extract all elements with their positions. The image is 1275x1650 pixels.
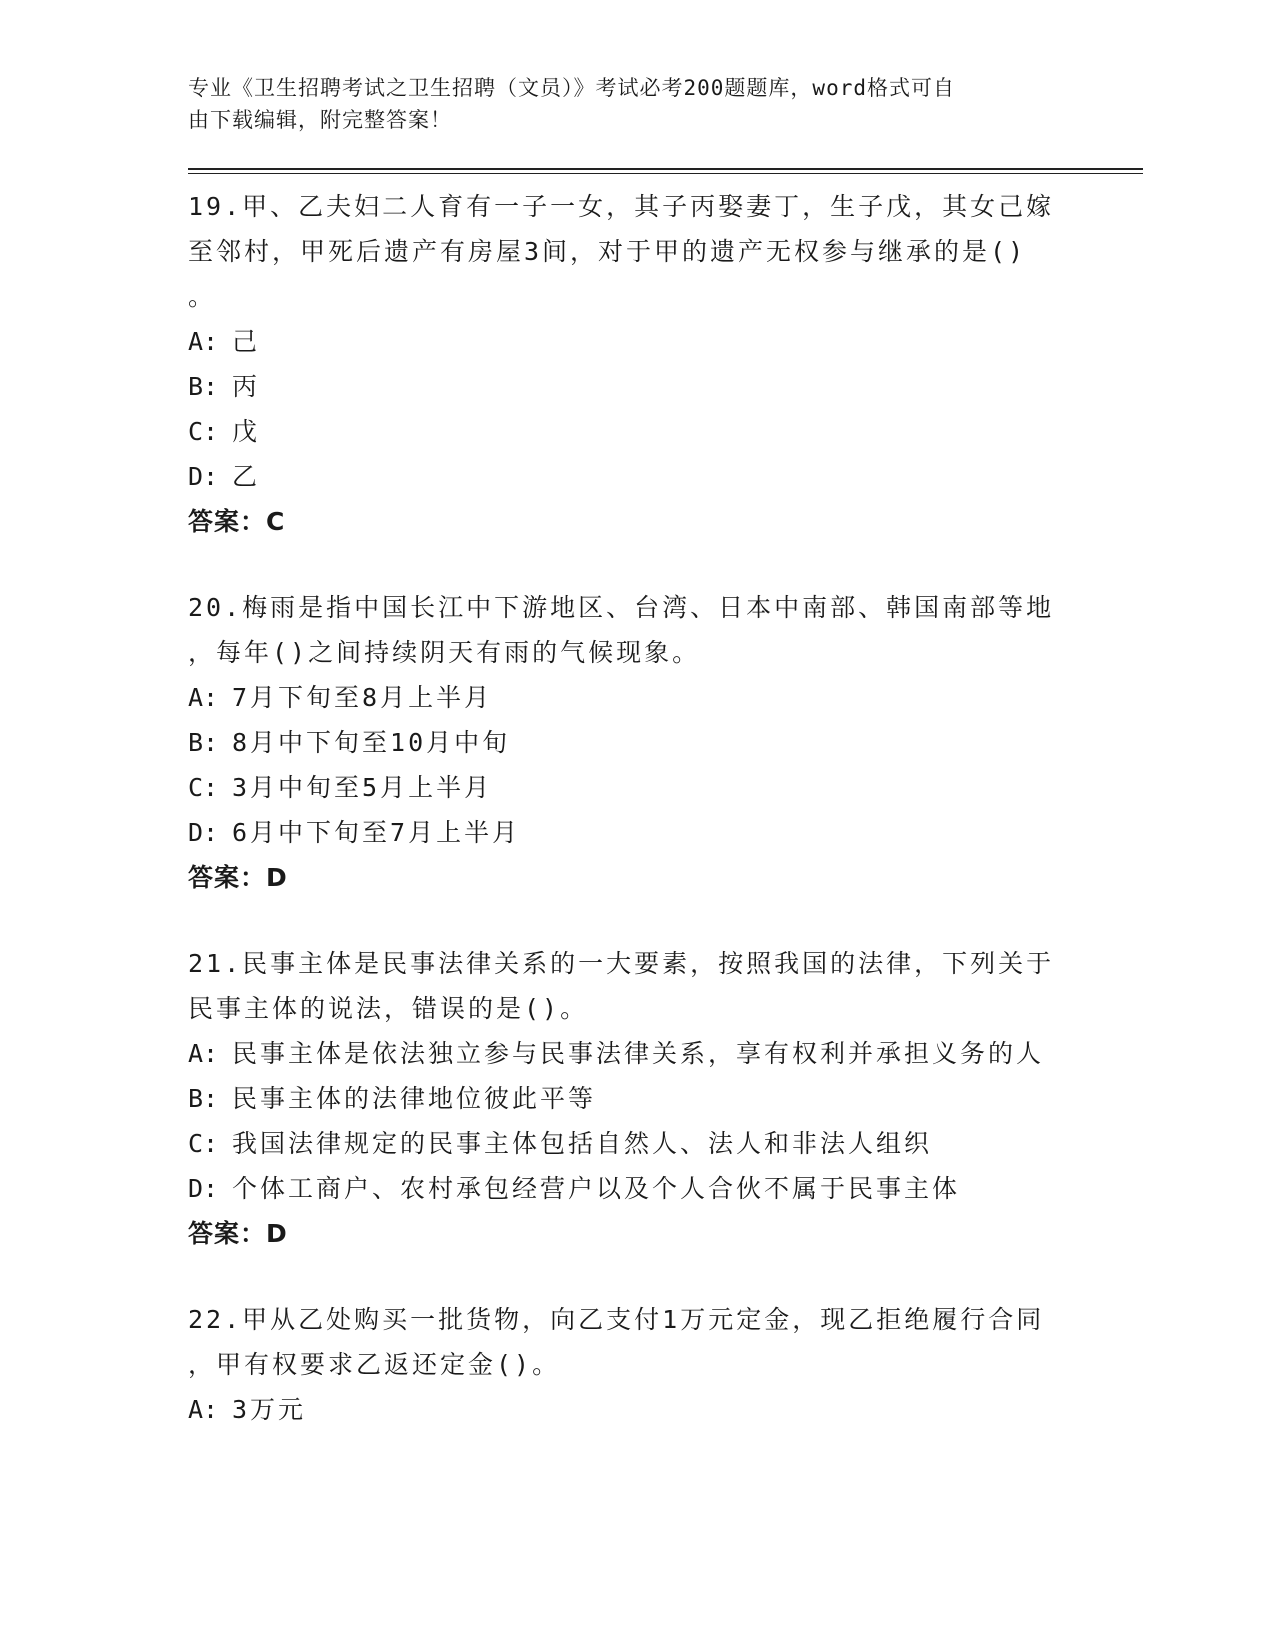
option-c (188, 409, 1068, 454)
question-stem-line: 20.梅雨是指中国长江中下游地区、台湾、日本中南部、韩国南部等地 (188, 593, 1055, 622)
question-stem-line: 21.民事主体是民事法律关系的一大要素，按照我国的法律，下列关于 (188, 949, 1055, 978)
option-letter: A: (188, 327, 219, 356)
option-letter: B: (188, 728, 219, 757)
option-text: 7月下旬至8月上半月 (232, 683, 493, 712)
option-letter: C: (188, 773, 219, 802)
question-stem-line: ，甲有权要求乙返还定金()。 (188, 1350, 561, 1379)
option-text: 3万元 (232, 1395, 307, 1424)
option-d (188, 1166, 1068, 1211)
option-text: 民事主体是依法独立参与民事法律关系，享有权利并承担义务的人 (232, 1039, 1045, 1068)
question-stem-line: 22.甲从乙处购买一批货物，向乙支付1万元定金，现乙拒绝履行合同 (188, 1305, 1045, 1334)
header-divider (188, 168, 1143, 174)
question-stem-line: 。 (188, 282, 217, 311)
option-text: 乙 (232, 462, 261, 491)
answer-line: 答案：D (188, 863, 288, 892)
option-b (188, 1076, 1068, 1121)
option-letter: D: (188, 818, 219, 847)
option-a (188, 1031, 1068, 1076)
answer-line: 答案：D (188, 1219, 288, 1248)
option-letter: C: (188, 1129, 219, 1158)
option-text: 8月中下旬至10月中旬 (232, 728, 511, 757)
option-letter: A: (188, 1039, 219, 1068)
option-text: 民事主体的法律地位彼此平等 (232, 1084, 597, 1113)
option-letter: A: (188, 683, 219, 712)
option-letter: B: (188, 372, 219, 401)
option-d (188, 454, 1068, 499)
option-text: 3月中旬至5月上半月 (232, 773, 493, 802)
answer-line: 答案：C (188, 507, 286, 536)
option-text: 我国法律规定的民事主体包括自然人、法人和非法人组织 (232, 1129, 933, 1158)
option-text: 戊 (232, 417, 261, 446)
option-b (188, 364, 1068, 409)
option-letter: B: (188, 1084, 219, 1113)
option-a (188, 319, 1068, 364)
option-a (188, 675, 1068, 720)
option-c (188, 765, 1068, 810)
question-stem-line: 19.甲、乙夫妇二人育有一子一女，其子丙娶妻丁，生子戊，其女己嫁 (188, 192, 1055, 221)
option-a (188, 1387, 1068, 1432)
option-letter: C: (188, 417, 219, 446)
option-letter: D: (188, 1174, 219, 1203)
question-21 (188, 941, 1068, 1256)
question-stem-line: ，每年()之间持续阴天有雨的气候现象。 (188, 638, 701, 667)
option-text: 丙 (232, 372, 261, 401)
question-stem-line: 至邻村，甲死后遗产有房屋3间，对于甲的遗产无权参与继承的是() (188, 237, 1027, 266)
option-letter: A: (188, 1395, 219, 1424)
question-22 (188, 1297, 1068, 1432)
question-stem-line: 民事主体的说法，错误的是()。 (188, 994, 589, 1023)
option-letter: D: (188, 462, 219, 491)
option-text: 6月中下旬至7月上半月 (232, 818, 521, 847)
option-d (188, 810, 1068, 855)
option-b (188, 720, 1068, 765)
document-page (188, 72, 1068, 1432)
question-20 (188, 585, 1068, 900)
question-19 (188, 184, 1068, 544)
option-text: 己 (232, 327, 261, 356)
option-text: 个体工商户、农村承包经营户以及个人合伙不属于民事主体 (232, 1174, 961, 1203)
option-c (188, 1121, 1068, 1166)
header-line-2: 由下载编辑，附完整答案！ (188, 108, 452, 132)
header-line-1: 专业《卫生招聘考试之卫生招聘（文员）》考试必考200题题库，word格式可自 (188, 76, 955, 100)
